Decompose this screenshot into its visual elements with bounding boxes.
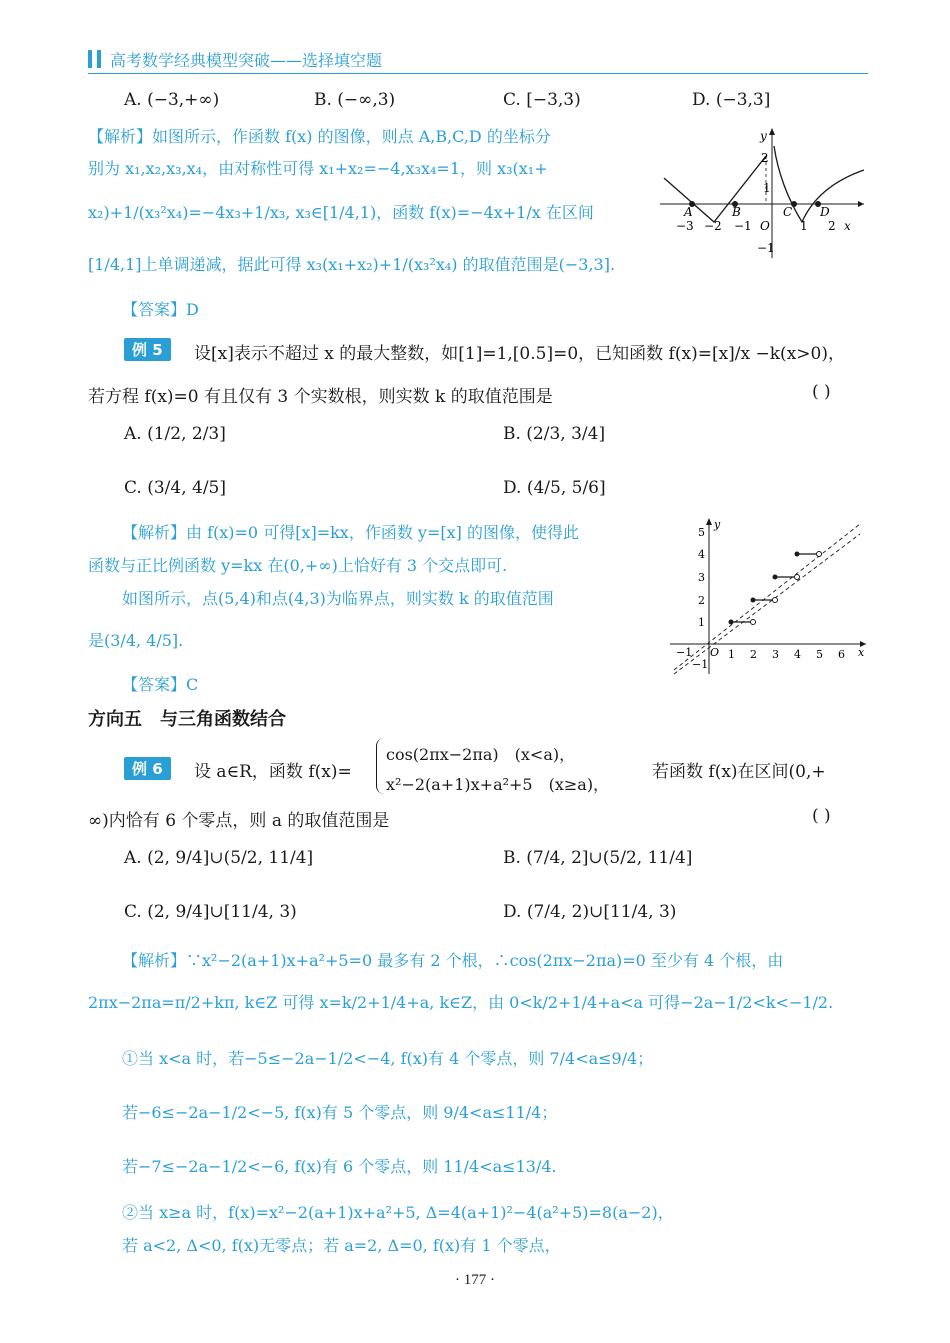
answer-paren: ( ): [812, 382, 831, 402]
example-5-answer: 【答案】C: [122, 675, 199, 694]
x-tick: 1: [728, 648, 735, 661]
example-6-stem: 设 a∈R，函数 f(x)=: [194, 762, 352, 782]
example-5-stem: 设[x]表示不超过 x 的最大整数，如[1]=1,[0.5]=0，已知函数 f(x)=[x]/x −k(x>0)，: [194, 344, 845, 364]
example-6-stem: 若函数 f(x)在区间(0,+: [652, 762, 826, 782]
origin-label: O: [760, 219, 770, 233]
example-5-solution: 如图所示，点(5,4)和点(4,3)为临界点，则实数 k 的取值范围: [122, 589, 554, 608]
running-header: [88, 48, 868, 72]
x-tick: −1: [676, 646, 693, 659]
example-5-choice-b: B. (2/3, 3/4]: [503, 424, 606, 444]
x-tick: 4: [794, 648, 801, 661]
example-6-solution: ①当 x<a 时，若−5≤−2a−1/2<−4, f(x)有 4 个零点，则 7/4<a≤9/4；: [122, 1049, 654, 1068]
example-6-choice-d: D. (7/4, 2)∪[11/4, 3): [503, 902, 677, 922]
x-tick: −1: [734, 219, 752, 233]
example-6-badge: 例 6: [124, 757, 171, 780]
y-tick: 4: [698, 548, 705, 561]
label-b: B: [732, 205, 741, 219]
answer-paren: ( ): [812, 806, 831, 826]
example-6-solution: 若−7≤−2a−1/2<−6, f(x)有 6 个零点，则 11/4<a≤13/4.: [122, 1157, 557, 1176]
x-axis-label: x: [858, 646, 865, 659]
example-5-badge-wrap: [124, 338, 171, 361]
y-tick: 1: [698, 616, 705, 629]
section-title: 方向五 与三角函数结合: [88, 709, 286, 730]
prev-solution-line: 别为 x₁,x₂,x₃,x₄，由对称性可得 x₁+x₂=−4,x₃x₄=1，则 x₃(x₁+: [88, 159, 548, 178]
example-6-case-1: cos(2πx−2πa) (x<a)，: [386, 745, 576, 764]
x-tick: −2: [704, 219, 722, 233]
page-number: · 177 ·: [455, 1272, 495, 1288]
example-5-stem: 若方程 f(x)=0 有且仅有 3 个实数根，则实数 k 的取值范围是: [88, 387, 553, 407]
y-tick: 1: [763, 181, 771, 195]
prev-solution-line: 【解析】如图所示，作函数 f(x) 的图像，则点 A,B,C,D 的坐标分: [88, 127, 551, 146]
origin-label: O: [710, 646, 720, 659]
example-6-case-2: x²−2(a+1)x+a²+5 (x≥a)，: [386, 775, 610, 794]
example-5-choice-a: A. (1/2, 2/3]: [124, 424, 226, 444]
header-rule: [88, 73, 868, 74]
y-tick: 5: [698, 526, 705, 539]
example-6-solution: 若−6≤−2a−1/2<−5, f(x)有 5 个零点，则 9/4<a≤11/4；: [122, 1103, 558, 1122]
example-5-solution: 是(3/4, 4/5].: [88, 631, 184, 650]
example-5-choice-d: D. (4/5, 5/6]: [503, 478, 606, 498]
header-bar-mark: [88, 50, 92, 68]
graph-floor-function: [668, 516, 868, 676]
y-tick: 2: [698, 594, 705, 607]
example-6-solution: 【解析】∵x²−2(a+1)x+a²+5=0 最多有 2 个根，∴cos(2πx−2πa)=0 至少有 4 个根，由: [122, 951, 784, 970]
y-tick: −1: [757, 241, 775, 255]
x-axis-label: x: [844, 219, 851, 233]
x-tick: 5: [816, 648, 823, 661]
y-axis-label: y: [714, 518, 721, 531]
header-bar-mark: [97, 50, 101, 68]
header-title: 高考数学经典模型突破——选择填空题: [110, 51, 383, 70]
prev-choice-d: D. (−3,3]: [692, 90, 771, 110]
example-6-stem: ∞)内恰有 6 个零点，则 a 的取值范围是: [88, 811, 390, 831]
example-6-badge-wrap: [124, 757, 171, 780]
example-6-choice-a: A. (2, 9/4]∪(5/2, 11/4]: [124, 848, 314, 868]
example-6-choice-b: B. (7/4, 2]∪(5/2, 11/4]: [503, 848, 693, 868]
label-a: A: [684, 205, 693, 219]
example-5-solution: 函数与正比例函数 y=kx 在(0,+∞)上恰好有 3 个交点即可.: [88, 556, 508, 575]
x-tick: 2: [750, 648, 757, 661]
label-c: C: [783, 205, 793, 219]
x-tick: 2: [828, 219, 836, 233]
example-6-solution: 若 a<2, Δ<0, f(x)无零点；若 a=2, Δ=0, f(x)有 1 个零点，: [122, 1236, 561, 1255]
x-tick: 3: [772, 648, 779, 661]
example-5-badge: 例 5: [124, 338, 171, 361]
example-5-solution: 【解析】由 f(x)=0 可得[x]=kx，作函数 y=[x] 的图像，使得此: [122, 523, 579, 542]
example-6-solution: 2πx−2πa=π/2+kπ, k∈Z 可得 x=k/2+1/4+a, k∈Z，由 0<k/2+1/4+a<a 可得−2a−1/2<k<−1/2.: [88, 993, 834, 1012]
x-tick: −3: [676, 219, 694, 233]
prev-solution-line: [1/4,1]上单调递减，据此可得 x₃(x₁+x₂)+1/(x₃²x₄) 的取值范围是(−3,3].: [88, 255, 616, 274]
label-d: D: [820, 205, 830, 219]
y-axis-label: y: [760, 129, 767, 143]
example-6-solution: ②当 x≥a 时，f(x)=x²−2(a+1)x+a²+5, Δ=4(a+1)²−4(a²+5)=8(a−2)，: [122, 1203, 674, 1222]
y-tick: 3: [698, 571, 705, 584]
x-tick: 1: [800, 219, 808, 233]
prev-answer: 【答案】D: [122, 300, 199, 319]
x-tick: 6: [838, 648, 845, 661]
y-tick: 2: [761, 151, 769, 165]
example-6-choice-c: C. (2, 9/4]∪[11/4, 3): [124, 902, 297, 922]
graph-abs-function: [660, 126, 870, 260]
prev-choice-a: A. (−3,+∞): [124, 90, 220, 110]
prev-solution-line: x₂)+1/(x₃²x₄)=−4x₃+1/x₃, x₃∈[1/4,1)，函数 f(x)=−4x+1/x 在区间: [88, 203, 594, 222]
prev-choice-c: C. [−3,3): [503, 90, 581, 110]
y-tick: −1: [692, 658, 709, 671]
example-5-choice-c: C. (3/4, 4/5]: [124, 478, 226, 498]
prev-choice-b: B. (−∞,3): [314, 90, 396, 110]
